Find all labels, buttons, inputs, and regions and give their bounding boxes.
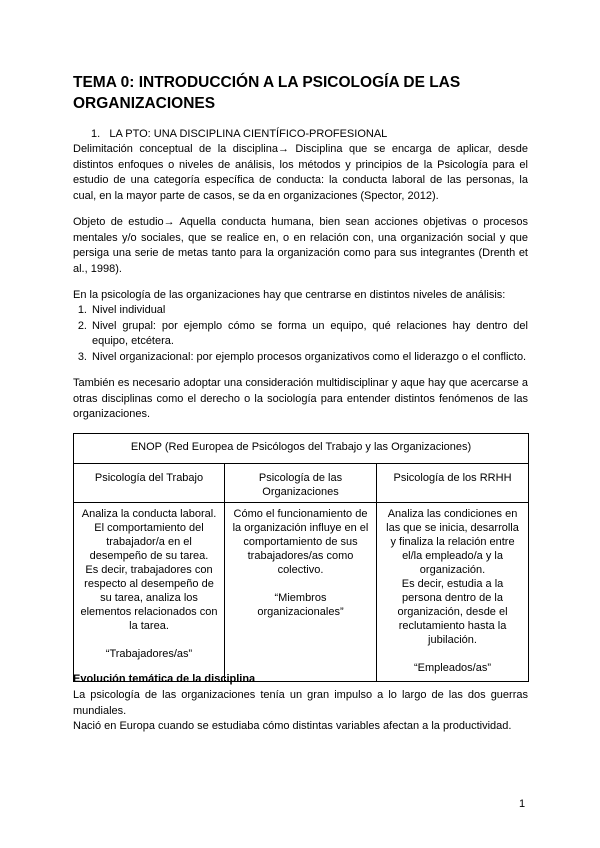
paragraph-multidisciplinar: También es necesario adoptar una consideración multidisciplinar y aque hay que acercarse a otras disciplinas como el derecho o la sociología para entender distintos fenómenos de las organizaciones. — [73, 377, 528, 420]
section-heading — [91, 127, 387, 141]
section-number: 1. — [91, 128, 101, 140]
cell-line: trabajadores/as como — [247, 550, 354, 562]
cell-note: “Miembros organizacionales” — [257, 592, 344, 618]
paragraph-evolucion-1: La psicología de las organizaciones tenía un gran impulso a lo largo de las dos guerras mundiales. — [73, 689, 528, 717]
enop-table — [73, 433, 529, 682]
section-title: LA PTO: UNA DISCIPLINA CIENTÍFICO-PROFESIONAL — [109, 128, 388, 140]
cell-line: Es decir, estudia a la — [401, 578, 504, 590]
cell-line: persona dentro de la — [402, 592, 503, 604]
table-cell-organizaciones — [225, 503, 377, 682]
list-item — [73, 303, 528, 319]
paragraph-delimitacion: Delimitación conceptual de la disciplina→ Disciplina que se encarga de aplicar, desde distintos enfoques o niveles de análisis, los métodos y principios de la Psicología para el estudio de una categoría específica de conducta: la conducta laboral de las personas, la cual, en la mayor parte de casos, se da en organizaciones (Spector, 2012). — [73, 143, 528, 202]
cell-line: colectivo. — [277, 564, 324, 576]
niveles-list — [73, 303, 528, 365]
cell-line: jubilación. — [428, 634, 477, 646]
cell-line: las que se inicia, desarrolla — [386, 522, 519, 534]
list-item — [73, 319, 528, 350]
page-title: TEMA 0: INTRODUCCIÓN A LA PSICOLOGÍA DE LAS ORGANIZACIONES — [73, 74, 461, 112]
cell-line: El comportamiento del — [94, 522, 204, 534]
list-item — [73, 350, 528, 366]
cell-line: y finaliza la relación entre — [390, 536, 515, 548]
list-number: 2. — [77, 319, 87, 332]
list-text: Nivel organizacional: por ejemplo procesos organizativos como el liderazgo o el conflicto. — [92, 350, 527, 363]
paragraph-niveles-intro: En la psicología de las organizaciones hay que centrarse en distintos niveles de análisis: — [73, 289, 506, 301]
list-number: 3. — [77, 350, 87, 363]
evolucion-heading: Evolución temática de la disciplina — [73, 673, 256, 685]
table-caption: ENOP (Red Europea de Psicólogos del Trabajo y las Organizaciones) — [74, 434, 529, 464]
cell-line: reclutamiento hasta la — [398, 620, 507, 632]
cell-line: organización, desde el — [397, 606, 508, 618]
cell-line: Analiza las condiciones en — [387, 508, 518, 520]
column-header: Psicología de los RRHH — [377, 464, 529, 503]
cell-note: “Empleados/as” — [413, 662, 492, 674]
column-header: Psicología de las Organizaciones — [225, 464, 377, 503]
table-cell-trabajo — [74, 503, 225, 682]
cell-line: Cómo el funcionamiento de — [233, 508, 368, 520]
column-header: Psicología del Trabajo — [74, 464, 225, 503]
cell-note: “Trabajadores/as” — [105, 648, 193, 660]
list-text: Nivel individual — [92, 304, 166, 316]
cell-line: organización. — [419, 564, 486, 576]
cell-line: desempeño de su tarea. — [89, 550, 209, 562]
paragraph-evolucion-2: Nació en Europa cuando se estudiaba cómo distintas variables afectan a la productividad. — [73, 720, 512, 732]
cell-line: la organización influye en el — [232, 522, 369, 534]
list-number: 1. — [77, 304, 87, 316]
table-cell-rrhh — [377, 503, 529, 682]
page-number: 1 — [519, 798, 526, 810]
cell-line: Es decir, trabajadores con — [85, 564, 213, 576]
cell-line: trabajador/a en el — [106, 536, 192, 548]
cell-line: la tarea. — [129, 620, 169, 632]
cell-line: el/la empleado/a y la — [402, 550, 503, 562]
cell-line: respecto al desempeño de — [84, 578, 214, 590]
list-text: Nivel grupal: por ejemplo cómo se forma un equipo, qué relaciones hay dentro del equipo, etcétera. — [92, 319, 528, 347]
cell-line: Analiza la conducta laboral. — [81, 508, 217, 520]
cell-line: comportamiento de sus — [243, 536, 358, 548]
cell-line: su tarea, analiza los — [100, 592, 198, 604]
paragraph-objeto: Objeto de estudio→ Aquella conducta humana, bien sean acciones objetivas o procesos mentales y/o sociales, que se realice en, o en relación con, una organización social y que persiga una serie de metas tanto para la organización como para sus integrantes (Drenth et al., 1998). — [73, 216, 528, 275]
cell-line: elementos relacionados con — [80, 606, 218, 618]
